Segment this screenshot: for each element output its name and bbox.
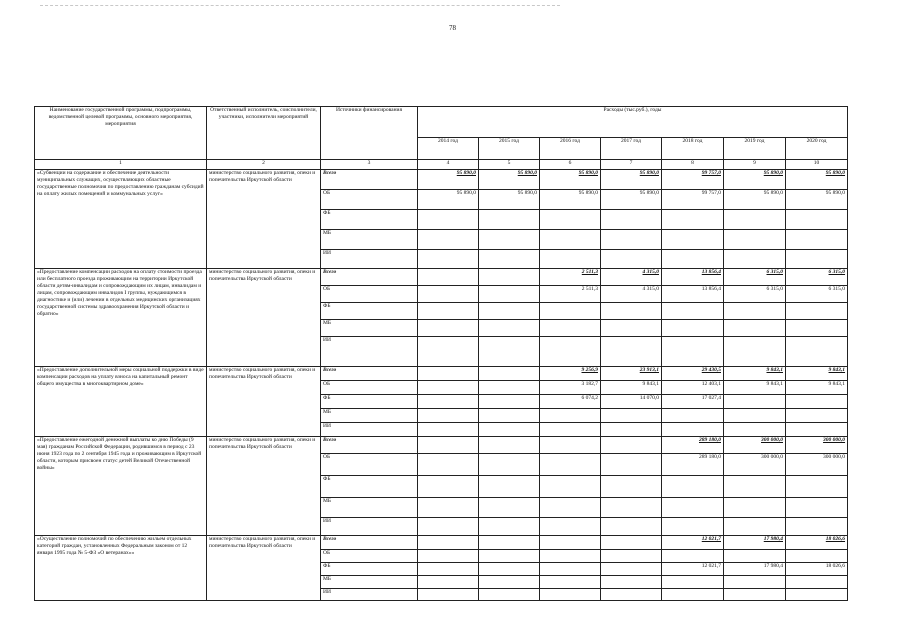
funding-source: ИИ <box>321 337 418 367</box>
expense-value: 2 511,3 <box>540 269 601 286</box>
expense-value <box>418 303 479 320</box>
header-year: 2015 год <box>479 137 540 159</box>
expense-value <box>601 476 662 498</box>
expense-value <box>479 367 540 381</box>
budget-table <box>34 106 848 601</box>
expense-value: 95 890,0 <box>479 190 540 210</box>
expense-value <box>479 210 540 230</box>
expense-value <box>786 518 848 536</box>
expense-value: 13 856,4 <box>662 269 724 286</box>
expense-value: 6 315,0 <box>786 286 848 303</box>
responsible-executor: министерство социального развития, опеки и попечительства Иркутской области <box>207 437 321 536</box>
expense-value: 95 890,0 <box>479 170 540 190</box>
expense-value: 289 180,0 <box>662 454 724 476</box>
expense-value <box>540 563 601 576</box>
responsible-executor: министерство социального развития, опеки и попечительства Иркутской области <box>207 269 321 367</box>
expense-value <box>601 563 662 576</box>
expense-value <box>662 476 724 498</box>
expense-value <box>418 476 479 498</box>
expense-value: 12 021,7 <box>662 536 724 550</box>
header-col-number: 1 <box>35 160 207 170</box>
header-col-number: 4 <box>418 160 479 170</box>
expense-value <box>418 536 479 550</box>
expense-value <box>540 498 601 518</box>
funding-source: ИИ <box>321 250 418 269</box>
expense-value <box>786 409 848 423</box>
funding-source: ОБ <box>321 286 418 303</box>
expense-value <box>601 498 662 518</box>
expense-value <box>662 210 724 230</box>
expense-value <box>540 320 601 337</box>
expense-value <box>479 409 540 423</box>
header-col-number: 9 <box>724 160 786 170</box>
expense-value <box>479 589 540 601</box>
expense-value <box>662 589 724 601</box>
funding-source: ОБ <box>321 550 418 563</box>
expense-value <box>418 210 479 230</box>
expense-value <box>786 550 848 563</box>
expense-value <box>662 518 724 536</box>
expense-value <box>479 395 540 409</box>
expense-value <box>540 210 601 230</box>
expense-value <box>662 320 724 337</box>
funding-source: МБ <box>321 498 418 518</box>
expense-value <box>479 476 540 498</box>
expense-value <box>418 367 479 381</box>
expense-value <box>601 337 662 367</box>
header-year: 2020 год <box>786 137 848 159</box>
funding-source: Всего <box>321 437 418 454</box>
expense-value <box>786 250 848 269</box>
expense-value <box>540 536 601 550</box>
expense-value <box>662 250 724 269</box>
expense-value <box>724 230 786 250</box>
expense-value <box>601 303 662 320</box>
expense-value <box>540 337 601 367</box>
expense-value <box>662 337 724 367</box>
header-col-number: 10 <box>786 160 848 170</box>
funding-source: ОБ <box>321 381 418 395</box>
expense-value <box>786 337 848 367</box>
expense-value: 17 980,4 <box>724 563 786 576</box>
header-year: 2017 год <box>601 137 662 159</box>
expense-value <box>479 576 540 589</box>
expense-value: 95 890,0 <box>601 190 662 210</box>
expense-value: 95 890,0 <box>724 190 786 210</box>
expense-value: 9 843,1 <box>724 367 786 381</box>
expense-value <box>418 230 479 250</box>
expense-value <box>724 589 786 601</box>
top-scan-line <box>40 5 560 6</box>
expense-value <box>540 409 601 423</box>
header-col-number: 2 <box>207 160 321 170</box>
expense-value: 4 315,0 <box>601 269 662 286</box>
expense-value <box>786 303 848 320</box>
expense-value <box>479 303 540 320</box>
expense-value <box>662 498 724 518</box>
expense-value <box>724 498 786 518</box>
expense-value <box>540 589 601 601</box>
expense-value <box>786 476 848 498</box>
expense-value <box>724 518 786 536</box>
program-name: «Субвенции на содержание и обеспечение деятельности муниципальных служащих, осуществляющих областные государственные полномочия по предоставлению гражданам субсидий на оплату жилых помещений и коммунальных услуг» <box>35 170 207 269</box>
header-year: 2019 год <box>724 137 786 159</box>
expense-value: 29 430,5 <box>662 367 724 381</box>
funding-source: ФБ <box>321 395 418 409</box>
expense-value <box>540 550 601 563</box>
expense-value <box>479 269 540 286</box>
funding-source: ФБ <box>321 476 418 498</box>
expense-value <box>662 576 724 589</box>
expense-value <box>479 437 540 454</box>
expense-value <box>540 576 601 589</box>
expense-value <box>724 550 786 563</box>
responsible-executor: министерство социального развития, опеки и попечительства Иркутской области <box>207 170 321 269</box>
funding-source: ОБ <box>321 190 418 210</box>
expense-value <box>724 395 786 409</box>
funding-source: МБ <box>321 320 418 337</box>
expense-value <box>479 337 540 367</box>
expense-value <box>418 395 479 409</box>
expense-value <box>724 423 786 437</box>
expense-value <box>418 381 479 395</box>
header-expenses: Расходы (тыс.руб.), годы <box>418 107 848 138</box>
responsible-executor: министерство социального развития, опеки и попечительства Иркутской области <box>207 536 321 601</box>
funding-source: МБ <box>321 576 418 589</box>
expense-value <box>601 423 662 437</box>
expense-value: 17 980,4 <box>724 536 786 550</box>
funding-source: Всего <box>321 269 418 286</box>
expense-value <box>786 395 848 409</box>
expense-value <box>418 498 479 518</box>
expense-value <box>540 437 601 454</box>
header-row-main <box>35 107 848 138</box>
expense-value <box>601 589 662 601</box>
expense-value: 95 890,0 <box>786 190 848 210</box>
expense-value <box>724 337 786 367</box>
expense-value <box>418 286 479 303</box>
expense-value <box>479 423 540 437</box>
expense-value <box>601 409 662 423</box>
expense-value <box>540 476 601 498</box>
funding-source: ФБ <box>321 303 418 320</box>
table-row <box>35 170 848 190</box>
expense-value <box>418 337 479 367</box>
expense-value <box>724 303 786 320</box>
expense-value <box>601 550 662 563</box>
expense-value <box>540 250 601 269</box>
expense-value: 18 026,6 <box>786 563 848 576</box>
expense-value: 6 315,0 <box>724 269 786 286</box>
header-source: Источники финансирования <box>321 107 418 160</box>
header-col-number: 5 <box>479 160 540 170</box>
header-year: 2016 год <box>540 137 601 159</box>
expense-value <box>479 381 540 395</box>
expense-value <box>540 230 601 250</box>
expense-value <box>418 454 479 476</box>
expense-value: 18 026,6 <box>786 536 848 550</box>
expense-value <box>418 576 479 589</box>
expense-value <box>601 250 662 269</box>
program-name: «Предоставление ежегодной денежной выплаты ко дню Победы (9 мая) гражданам Российской Федерации, родившимся в период с 23 июня 1923 года по 2 сентября 1945 года и проживающим в Иркутской области, которым присвоен статус детей Великой Отечественной войны» <box>35 437 207 536</box>
expense-value <box>786 589 848 601</box>
funding-source: ИИ <box>321 423 418 437</box>
program-name: «Осуществление полномочий по обеспечению жильем отдельных категорий граждан, установленных Федеральным законом от 12 января 1995 года № 5-ФЗ «О ветеранах»» <box>35 536 207 601</box>
expense-value <box>418 409 479 423</box>
header-year: 2018 год <box>662 137 724 159</box>
expense-value <box>479 536 540 550</box>
funding-source: ИИ <box>321 518 418 536</box>
expense-value: 95 890,0 <box>418 170 479 190</box>
header-col-number: 6 <box>540 160 601 170</box>
expense-value <box>479 563 540 576</box>
expense-value <box>724 576 786 589</box>
expense-value <box>479 518 540 536</box>
expense-value: 6 315,0 <box>786 269 848 286</box>
header-col-number: 7 <box>601 160 662 170</box>
funding-source: МБ <box>321 230 418 250</box>
expense-value <box>601 536 662 550</box>
expense-value: 95 890,0 <box>786 170 848 190</box>
expense-value <box>724 250 786 269</box>
expense-value: 300 000,0 <box>786 454 848 476</box>
expense-value: 9 256,9 <box>540 367 601 381</box>
expense-value <box>786 210 848 230</box>
expense-value <box>601 320 662 337</box>
expense-value: 99 757,0 <box>662 190 724 210</box>
expense-value <box>479 286 540 303</box>
expense-value: 9 843,1 <box>601 381 662 395</box>
expense-value: 9 843,1 <box>786 367 848 381</box>
expense-value <box>601 576 662 589</box>
expense-value <box>786 230 848 250</box>
expense-value <box>601 210 662 230</box>
expense-value <box>540 303 601 320</box>
expense-value: 9 843,1 <box>724 381 786 395</box>
expense-value: 14 070,0 <box>601 395 662 409</box>
expense-value <box>418 437 479 454</box>
expense-value <box>724 210 786 230</box>
expense-value <box>479 498 540 518</box>
expense-value <box>601 518 662 536</box>
table-row <box>35 536 848 550</box>
expense-value <box>724 320 786 337</box>
header-col-number: 8 <box>662 160 724 170</box>
expense-value: 95 890,0 <box>540 190 601 210</box>
expense-value: 289 180,0 <box>662 437 724 454</box>
expense-value <box>479 250 540 269</box>
expense-value <box>601 230 662 250</box>
expense-value <box>418 423 479 437</box>
funding-source: ИИ <box>321 589 418 601</box>
expense-value <box>601 454 662 476</box>
expense-value <box>786 576 848 589</box>
expense-value <box>540 454 601 476</box>
expense-value: 9 843,1 <box>786 381 848 395</box>
expense-value: 95 890,0 <box>601 170 662 190</box>
expense-value <box>418 518 479 536</box>
expense-value: 6 315,0 <box>724 286 786 303</box>
funding-source: ОБ <box>321 454 418 476</box>
expense-value <box>724 476 786 498</box>
table-row <box>35 437 848 454</box>
expense-value <box>724 409 786 423</box>
table-row <box>35 367 848 381</box>
expense-value: 95 890,0 <box>724 170 786 190</box>
expense-value: 300 000,0 <box>724 437 786 454</box>
responsible-executor: министерство социального развития, опеки и попечительства Иркутской области <box>207 367 321 437</box>
expense-value <box>601 437 662 454</box>
funding-source: МБ <box>321 409 418 423</box>
expense-value <box>418 589 479 601</box>
expense-value: 12 021,7 <box>662 563 724 576</box>
expense-value: 3 182,7 <box>540 381 601 395</box>
header-name: Наименование государственной программы, подпрограммы, ведомственной целевой программы, основного мероприятия, мероприятия <box>35 107 207 160</box>
expense-value <box>479 454 540 476</box>
expense-value: 2 511,3 <box>540 286 601 303</box>
expense-value <box>479 550 540 563</box>
page-number: 78 <box>449 24 456 32</box>
expense-value <box>479 230 540 250</box>
program-name: «Предоставление дополнительной меры социальной поддержки в виде компенсации расходов на уплату взноса на капитальный ремонт общего имущества в многоквартирном доме» <box>35 367 207 437</box>
funding-source: Всего <box>321 536 418 550</box>
expense-value <box>418 320 479 337</box>
expense-value: 17 027,4 <box>662 395 724 409</box>
expense-value <box>662 230 724 250</box>
expense-value <box>418 250 479 269</box>
expense-value <box>662 303 724 320</box>
expense-value: 95 890,0 <box>418 190 479 210</box>
funding-source: Всего <box>321 170 418 190</box>
expense-value <box>786 498 848 518</box>
expense-value <box>418 269 479 286</box>
expense-value: 300 000,0 <box>724 454 786 476</box>
expense-value: 99 757,0 <box>662 170 724 190</box>
funding-source: Всего <box>321 367 418 381</box>
funding-source: ФБ <box>321 210 418 230</box>
expense-value <box>662 409 724 423</box>
expense-value: 23 913,1 <box>601 367 662 381</box>
expense-value <box>540 518 601 536</box>
expense-value: 95 890,0 <box>540 170 601 190</box>
expense-value: 13 856,4 <box>662 286 724 303</box>
program-name: «Предоставление компенсации расходов на оплату стоимости проезда или бесплатного проезда проживающим на территории Иркутской области детям-инвалидам и сопровождающим их лицам, инвалидам и лицам, сопровождающим инвалидов I группы, нуждающимся в диагностике и (или) лечении в отдельных медицинских организациях государственной системы здравоохранения Иркутской области и обратно» <box>35 269 207 367</box>
expense-value <box>662 423 724 437</box>
expense-value <box>786 320 848 337</box>
expense-value <box>479 320 540 337</box>
header-row-numbers <box>35 160 848 170</box>
header-col-number: 3 <box>321 160 418 170</box>
table-row <box>35 269 848 286</box>
header-year: 2014 год <box>418 137 479 159</box>
expense-value: 12 403,1 <box>662 381 724 395</box>
expense-value: 6 074,2 <box>540 395 601 409</box>
expense-value: 4 315,0 <box>601 286 662 303</box>
funding-source: ФБ <box>321 563 418 576</box>
expense-value <box>786 423 848 437</box>
expense-value <box>418 563 479 576</box>
expense-value: 300 000,0 <box>786 437 848 454</box>
header-responsible: Ответственный исполнитель, соисполнители, участники, исполнители мероприятий <box>207 107 321 160</box>
expense-value <box>540 423 601 437</box>
expense-value <box>662 550 724 563</box>
expense-value <box>418 550 479 563</box>
